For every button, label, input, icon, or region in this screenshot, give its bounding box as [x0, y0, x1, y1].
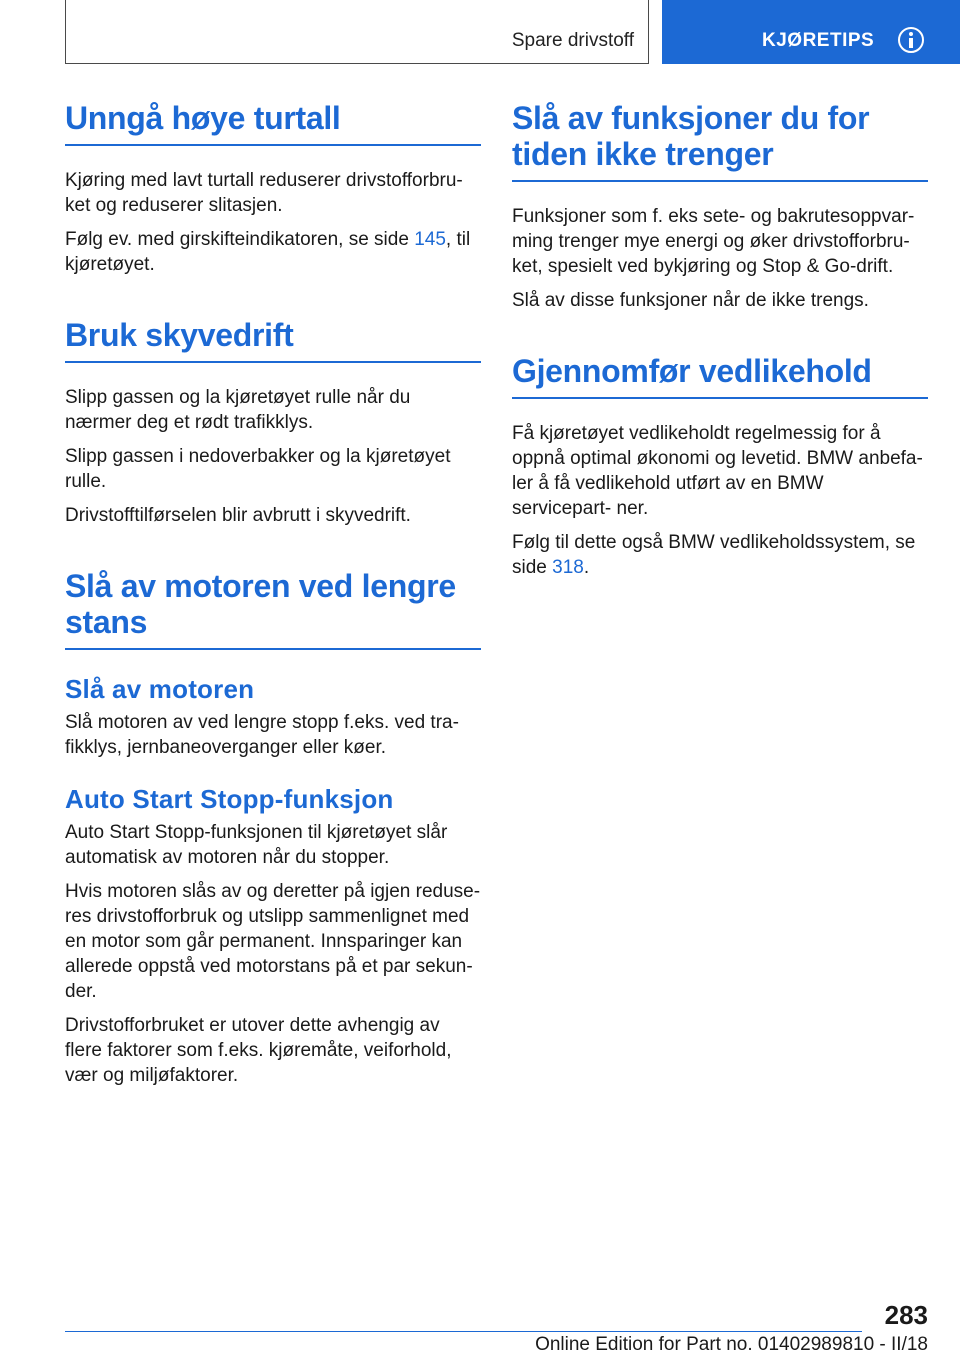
info-icon	[898, 27, 924, 53]
paragraph: Kjøring med lavt turtall reduserer drivstofforbru‐ ket og reduserer slitasjen.	[65, 170, 463, 216]
section-title-coasting: Bruk skyvedrift	[65, 317, 481, 363]
paragraph: Slå av disse funksjoner når de ikke trengs.	[512, 290, 869, 311]
subsection-title-engine-off: Slå av motoren	[65, 674, 255, 704]
paragraph-with-link: Følg ev. med girskifteindikatoren, se side 145, til kjøretøyet.	[65, 229, 471, 275]
page-link-145[interactable]: 145	[414, 229, 446, 250]
paragraph: Drivstofforbruket er utover dette avhengig av flere faktorer som f.eks. kjøremåte, veiforhold, vær og miljøfaktorer.	[65, 1015, 452, 1086]
section-title-functions-off: Slå av funksjoner du for tiden ikke trenger	[512, 100, 928, 182]
section-title-high-rpm: Unngå høye turtall	[65, 100, 481, 146]
paragraph: Slå motoren av ved lengre stopp f.eks. ved tra‐ fikklys, jernbaneoverganger eller køer.	[65, 712, 459, 758]
paragraph: Auto Start Stopp-funksjonen til kjøretøyet slår automatisk av motoren når du stopper.	[65, 822, 448, 868]
paragraph: Hvis motoren slås av og deretter på igjen reduse‐ res drivstofforbruk og utslipp sammenlignet med en motor som går permanent. Innsparinger kan allerede oppstå ved motorstans på et par sekun‐ der.	[65, 881, 481, 1002]
paragraph: Slipp gassen i nedoverbakker og la kjøretøyet rulle.	[65, 446, 451, 492]
paragraph: Få kjøretøyet vedlikeholdt regelmessig for å oppnå optimal økonomi og levetid. BMW anbefa‐ ler å få vedlikehold utført av en BMW servicepart‐ ner.	[512, 423, 923, 519]
paragraph-with-link: Følg til dette også BMW vedlikeholdssystem, se side 318.	[512, 532, 916, 578]
page-link-318[interactable]: 318	[552, 557, 584, 578]
right-column	[512, 100, 928, 580]
paragraph: Funksjoner som f. eks sete- og bakrutesoppvar‐ ming trenger mye energi og øker drivstofforbru‐ ket, spesielt ved bykjøring og Stop & Go-drift.	[512, 206, 915, 277]
page-number: 283	[884, 1300, 928, 1330]
header-chapter-label: KJØRETIPS	[762, 30, 875, 51]
subsection-title-auto-start-stop: Auto Start Stopp-funksjon	[65, 784, 394, 814]
header-section-tab	[65, 0, 649, 64]
footer-divider	[65, 1331, 862, 1332]
paragraph: Slipp gassen og la kjøretøyet rulle når du nærmer deg et rødt trafikklys.	[65, 387, 411, 433]
section-title-maintenance: Gjennomfør vedlikehold	[512, 353, 928, 399]
footer-edition: Online Edition for Part no. 01402989810 - II/18	[535, 1334, 928, 1355]
header-section-label: Spare drivstoff	[511, 30, 634, 51]
header-chapter-band	[662, 0, 960, 64]
section-title-engine-off: Slå av motoren ved lengre stans	[65, 568, 481, 650]
paragraph: Drivstofftilførselen blir avbrutt i skyvedrift.	[65, 505, 411, 526]
left-column	[65, 100, 481, 1088]
